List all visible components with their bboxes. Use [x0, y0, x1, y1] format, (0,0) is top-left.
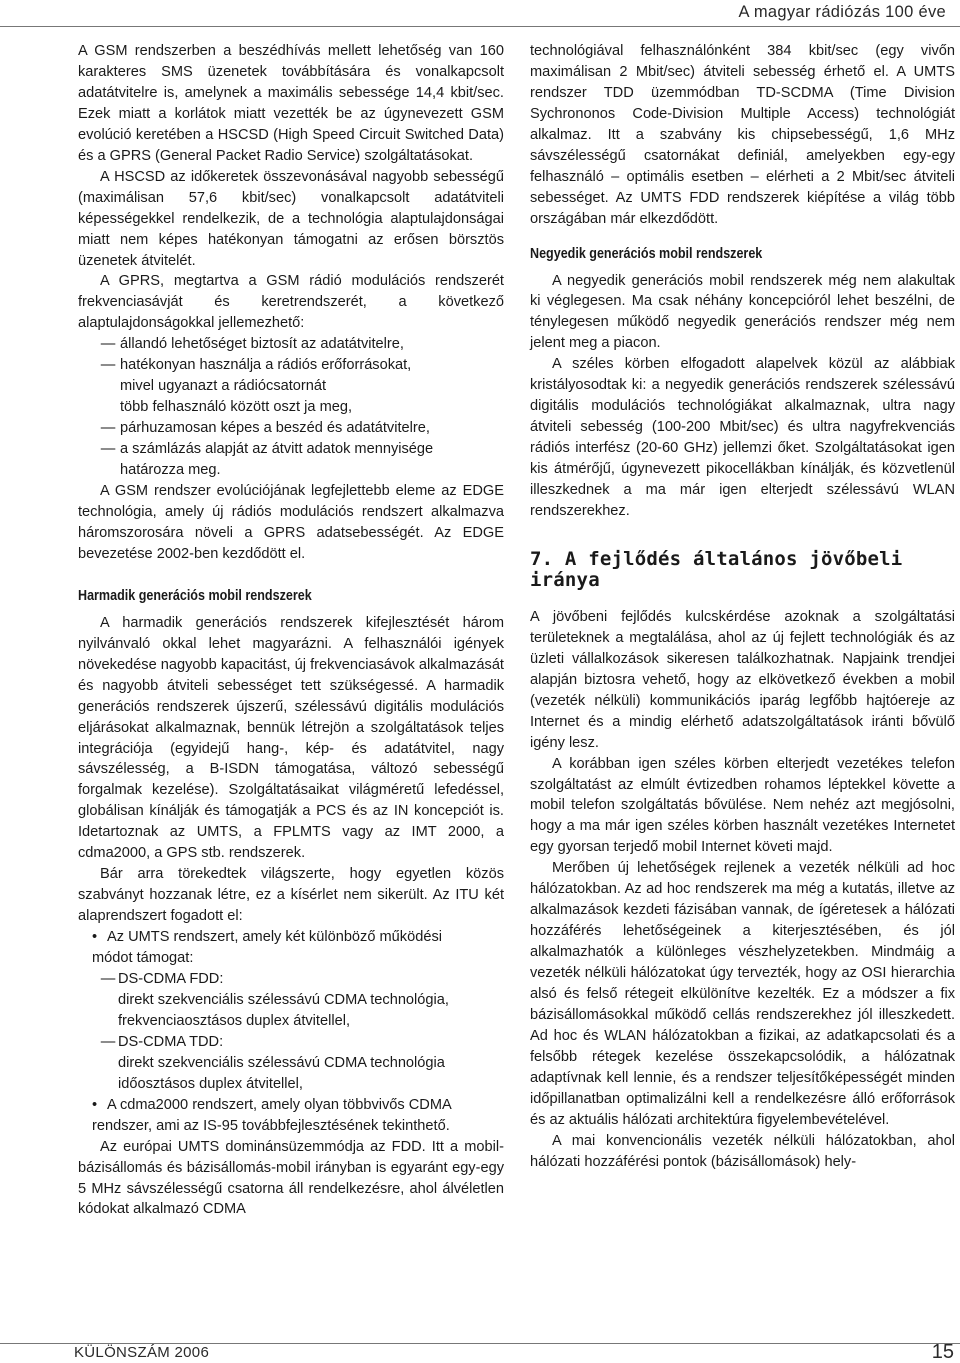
running-head: A magyar rádiózás 100 éve — [738, 3, 946, 21]
paragraph: Merőben új lehetőségek rejlenek a vezeték nélküli ad hoc hálózatokban. Az ad hoc rendszerek ma még a kutatás, illetve az alkalmazások kezdeti fázisában vannak, de ígéretesek a hálózati hozzáférés lehetőségeinek a kiterjesztésében, és jól alkalmazhatók a különleges vészhelyzetekben. Mindmáig a vezeték nélküli hálózatokat úgy tervezték, hogy az OSI hierarchia alsó és felső rétegeit elkülönítve kezelték. Ez a módszer a fix bázisállomásokkal működő cellás rendszerekhez jól illeszkedett. Ad hoc és WLAN hálózatokban a fizikai, az adatkapcsolati és a felsőbb rétegek kezelése összekapcsolódik, a hálózatnak adaptívnak kell lennie, és a rendszer teljesítőképességét minden időpillanatban optimalizálni kell a rendelkezésre álló erőforrások és az aktuális hálózati architektúra figyelembevételével. — [530, 860, 955, 1128]
paragraph: A harmadik generációs rendszerek kifejlesztését három nyilvánvaló okkal lehet magyarázni. A felhasználói igények növekedése nagyobb kapacitást, új frekvenciasávok alkalmazását és nagyobb átviteli sebességet tett szükségessé. A harmadik generációs rendszerek újszerű, szélessávú digitális modulációs eljárásokat alkalmaznak, bennük létrejön a szolgáltatások teljes integrációja (egyidejű hang-, kép- és adatátvitel, nagy sávszélesség, a B-ISDN támogatása, változó sebességű forgalmak kezelése). Szolgáltatásaikat világméretű lefedéssel, globálisan kínálják és támogatják a PCS és az IN koncepciót is. Idetartoznak az UMTS, a FPLMTS vagy az IMT 2000, a cdma2000, a GPS stb. rendszerek. — [78, 614, 504, 862]
bullet-item-umts: • Az UMTS rendszert, amely két különböző működési — [78, 927, 504, 948]
bullet-item-cdma2000: • A cdma2000 rendszert, amely olyan többvivős CDMA — [78, 1095, 504, 1116]
paragraph: technológiával felhasználónként 384 kbit/sec (egy vivőn maximálisan 2 Mbit/sec) átviteli sebesség érhető el. A UMTS rendszer TDD üzemmódban TD-SCDMA (Time Division Sychrononos Code-Division Multiple Access) technológiát alkalmaz. Itt a szabvány kis chipsebességű, 1,6 MHz sávszélességű csatornákat definiál, amelyekben egy-egy felhasználó – optimális esetben – elérheti a 2 Mbit/sec átviteli sebességet. Az UMTS FDD rendszerek kiépítése a világ több országában már elkezdődött. — [530, 43, 955, 227]
paragraph: Bár arra törekedtek világszerte, hogy egyetlen közös szabványt hozzanak létre, ez a kísérlet nem sikerült. Az ITU két alaprendszert fogadott el: — [78, 866, 504, 925]
list-item: — párhuzamosan képes a beszéd és adatátvitelre, — [78, 418, 504, 439]
list-item: — állandó lehetőséget biztosít az adatátvitelre, — [78, 334, 504, 355]
gprs-feature-list-2 — [78, 418, 504, 460]
paragraph: A jövőbeni fejlődés kulcskérdése azoknak a szolgáltatási területeknek a megtalálása, ahol az új fejlett technológiák és az üzleti vállalkozások sikeresen találkozhatnak. Napjaink trendjei alapján biztosra vehető, hogy az elkövetkező években a mobil (vezeték nélküli) kommunikációs iparág legfőbb hajtóereje az Internet és a mindig elérhető adatszolgáltatások iránti bővülő igény lesz. — [530, 608, 955, 751]
header-rule — [0, 26, 960, 27]
list-item-continuation: több felhasználó között oszt ja meg, — [120, 399, 353, 416]
mode-label-fdd: — DS-CDMA FDD: — [78, 969, 504, 990]
issue-label: KÜLÖNSZÁM 2006 — [74, 1344, 210, 1361]
list-item: — hatékonyan használja a rádiós erőforrásokat, — [78, 355, 504, 376]
section-heading-fourth-generation: Negyedik generációs mobil rendszerek — [530, 245, 763, 262]
paragraph: A negyedik generációs mobil rendszerek még nem alakultak ki véglegesen. Ma csak néhány koncepcióról lehet beszélni, de ténylegesen működő negyedik generációs rendszer még nem jelent meg a piacon. — [530, 272, 955, 352]
list-item: — a számlázás alapját az átvitt adatok mennyisége — [78, 439, 504, 460]
list-item-continuation: határozza meg. — [120, 462, 221, 479]
bullet-continuation: rendszer, ami az IS-95 továbbfejlesztésének tekinthető. — [92, 1117, 450, 1134]
page-number: 15 — [931, 1341, 954, 1363]
paragraph: A korábban igen széles körben elterjedt vezetékes telefon szolgáltatást az elmúlt évtizedben rohamos léptekkel követte a mobil telefon szolgáltatás bővülése. Nem nehéz azt megjósolni, hogy a ma már igen széles körben használt vezetékes Internetet egy gyorsan terjedő mobil Internet követi majd. — [530, 755, 955, 856]
paragraph: A GPRS, megtartva a GSM rádió modulációs rendszerét frekvenciasávját és keretrendszerét, a következő alaptulajdonságokkal jellemezhető: — [78, 273, 504, 332]
paragraph: Az európai UMTS dominánsüzemmódja az FDD. Itt a mobil-bázisállomás és bázisállomás-mobil irányban is egyaránt egy-egy 5 MHz sávszélességű csatorna áll rendelkezésre, ahol álvéletlen kódokat alkalmazó CDMA — [78, 1138, 504, 1218]
section-heading-third-generation: Harmadik generációs mobil rendszerek — [78, 587, 312, 604]
mode-label-tdd: — DS-CDMA TDD: — [78, 1032, 504, 1053]
mode-description: direkt szekvenciális szélessávú CDMA technológia, — [118, 991, 449, 1008]
paragraph: A mai konvencionális vezeték nélküli hálózatokban, ahol hálózati hozzáférési pontok (bázisállomások) hely- — [530, 1132, 955, 1170]
paragraph: A GSM rendszerben a beszédhívás mellett lehetőség van 160 karakteres SMS üzenetek továbbítására és vonalkapcsolt adatátvitelre is, amelynek a maximális sebessége 14,4 kbit/sec. Ezek miatt a korlátok miatt vezették be az úgynevezett GSM evolúció keretében a HSCSD (High Speed Circuit Switched Data) és a GPRS (General Packet Radio Service) szolgáltatásokat. — [78, 43, 504, 164]
paragraph: A széles körben elfogadott alapelvek közül az alábbiak kristályosodtak ki: a negyedik generációs rendszerek szélessávú digitális modulációs technológiákat alkalmaznak, ultra nagy átviteli sebesség (100-200 Mbit/sec) és ultra nagyfrekvenciás rádiós interfész (20-60 GHz) jellemzi őket. Szolgáltatásokat igen kis átmérőjű, úgynevezett pikocellákban kínálják, és közvetlenül illeszkednek a ma már igen elterjedt szélessávú WLAN rendszerekhez. — [530, 356, 955, 520]
left-column — [78, 41, 504, 1220]
list-item-continuation: mivel ugyanazt a rádiócsatornát — [120, 378, 327, 395]
gprs-feature-list — [78, 334, 504, 376]
mode-description: frekvenciaosztásos duplex átvitellel, — [118, 1012, 350, 1029]
right-column — [530, 41, 955, 1173]
paragraph: A GSM rendszer evolúciójának legfejlettebb eleme az EDGE technológia, amely új rádiós modulációs rendszert alkalmazva háromszorosára növeli a GPRS adatsebességét. Az EDGE bevezetése 2002-ben kezdődött el. — [78, 483, 504, 562]
bullet-continuation: módot támogat: — [92, 950, 194, 967]
mode-description: időosztásos duplex átvitellel, — [118, 1075, 303, 1092]
mode-description: direkt szekvenciális szélessávú CDMA technológia — [118, 1054, 445, 1071]
paragraph: A HSCSD az időkeretek összevonásával nagyobb sebességű (maximálisan 57,6 kbit/sec) vonalkapcsolt adatátviteli képességekkel rendelkezik, de a technológia alaptulajdonságai miatt nem képes hatékonyan támogatni az erősen börsztös üzenetek átvitelét. — [78, 168, 504, 269]
chapter-heading-section-7: 7. A fejlődés általános jövőbeli iránya — [530, 547, 903, 591]
